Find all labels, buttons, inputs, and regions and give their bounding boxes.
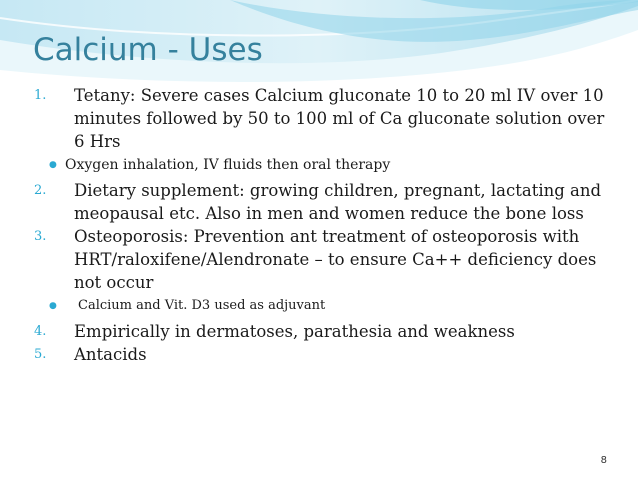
item-number: 4. bbox=[34, 324, 47, 339]
slide-title: Calcium - Uses bbox=[33, 32, 263, 68]
bullet-icon: ● bbox=[49, 301, 57, 311]
sub-list-item bbox=[34, 295, 619, 317]
item-text: Osteoporosis: Prevention ant treatment of osteoporosis with HRT/raloxifene/Alendronate – to ensure Ca++ deficiency does not occur bbox=[74, 227, 597, 292]
sub-item-text: Calcium and Vit. D3 used as adjuvant bbox=[78, 298, 326, 313]
list-item bbox=[34, 320, 619, 343]
item-number: 5. bbox=[34, 347, 47, 362]
list-item bbox=[34, 84, 619, 153]
page-number: 8 bbox=[600, 455, 607, 466]
item-number: 1. bbox=[34, 88, 47, 103]
list-item bbox=[34, 179, 619, 225]
list-item bbox=[34, 343, 619, 366]
item-text: Antacids bbox=[74, 345, 147, 364]
sub-list-item bbox=[34, 154, 619, 176]
content-list bbox=[34, 84, 619, 366]
item-text: Empirically in dermatoses, parathesia and weakness bbox=[74, 322, 515, 341]
item-number: 3. bbox=[34, 229, 47, 244]
sub-item-text: Oxygen inhalation, IV fluids then oral therapy bbox=[65, 157, 391, 173]
item-text: Tetany: Severe cases Calcium gluconate 10 to 20 ml IV over 10 minutes followed by 50 to 100 ml of Ca gluconate solution over 6 Hrs bbox=[74, 86, 605, 151]
item-text: Dietary supplement: growing children, pregnant, lactating and meopausal etc. Also in men and women reduce the bone loss bbox=[74, 181, 602, 223]
item-number: 2. bbox=[34, 183, 47, 198]
bullet-icon: ● bbox=[49, 160, 57, 170]
list-item bbox=[34, 225, 619, 294]
